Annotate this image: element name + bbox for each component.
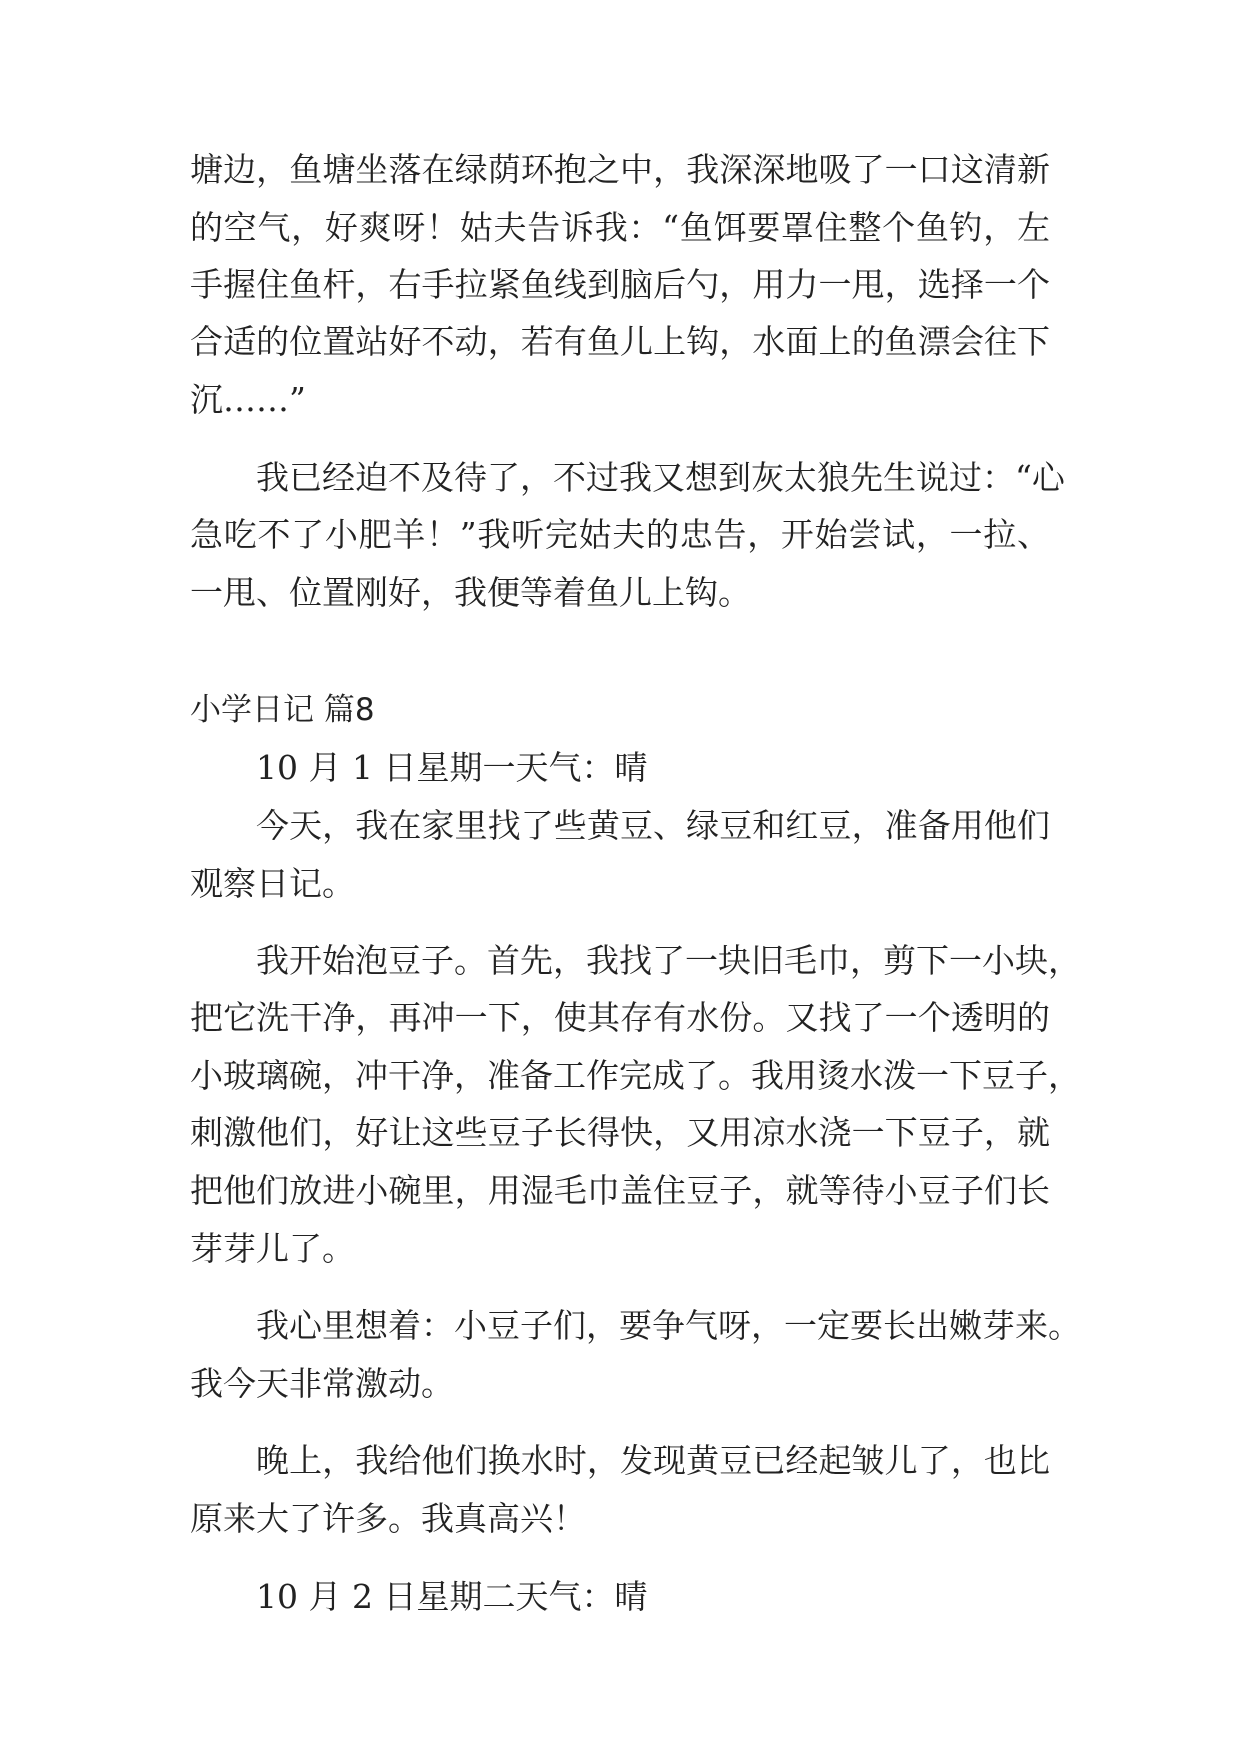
- text-line: 我心里想着：小豆子们，要争气呀，一定要长出嫩芽来。: [256, 1306, 1081, 1345]
- text-line: 一甩、位置刚好，我便等着鱼儿上钩。: [190, 573, 751, 612]
- text-line: 手握住鱼杆，右手拉紧鱼线到脑后勺，用力一甩，选择一个: [190, 265, 1050, 304]
- text-line: 晚上，我给他们换水时，发现黄豆已经起皱儿了，也比: [256, 1441, 1050, 1480]
- text-line: 原来大了许多。我真高兴！: [190, 1499, 586, 1538]
- text-line: 观察日记。: [190, 864, 355, 903]
- text-line: 塘边，鱼塘坐落在绿荫环抱之中，我深深地吸了一口这清新: [190, 150, 1050, 189]
- text-line: 急吃不了小肥羊！”我听完姑夫的忠告，开始尝试，一拉、: [190, 515, 1050, 554]
- text-line: 小玻璃碗，冲干净，准备工作完成了。我用烫水泼一下豆子，: [190, 1056, 1081, 1095]
- text-line: 的空气，好爽呀！姑夫告诉我：“鱼饵要罩住整个鱼钓，左: [190, 208, 1050, 247]
- text-line: 今天，我在家里找了些黄豆、绿豆和红豆，准备用他们: [256, 806, 1050, 845]
- text-line: 把他们放进小碗里，用湿毛巾盖住豆子，就等待小豆子们长: [190, 1171, 1050, 1210]
- text-line: 芽芽儿了。: [190, 1229, 355, 1268]
- section-heading: 小学日记 篇8: [190, 692, 375, 728]
- text-line: 刺激他们，好让这些豆子长得快，又用凉水浇一下豆子，就: [190, 1113, 1050, 1152]
- text-line: 我今天非常激动。: [190, 1364, 454, 1403]
- date-line: 10 月 2 日星期二天气：晴: [256, 1577, 648, 1616]
- text-line: 我已经迫不及待了，不过我又想到灰太狼先生说过：“心: [256, 458, 1065, 497]
- text-line: 我开始泡豆子。首先，我找了一块旧毛巾，剪下一小块，: [256, 941, 1081, 980]
- text-line: 把它洗干净，再冲一下，使其存有水份。又找了一个透明的: [190, 998, 1050, 1037]
- text-line: 沉……”: [190, 380, 306, 419]
- text-line: 合适的位置站好不动，若有鱼儿上钩，水面上的鱼漂会往下: [190, 322, 1050, 361]
- date-line: 10 月 1 日星期一天气：晴: [256, 748, 648, 787]
